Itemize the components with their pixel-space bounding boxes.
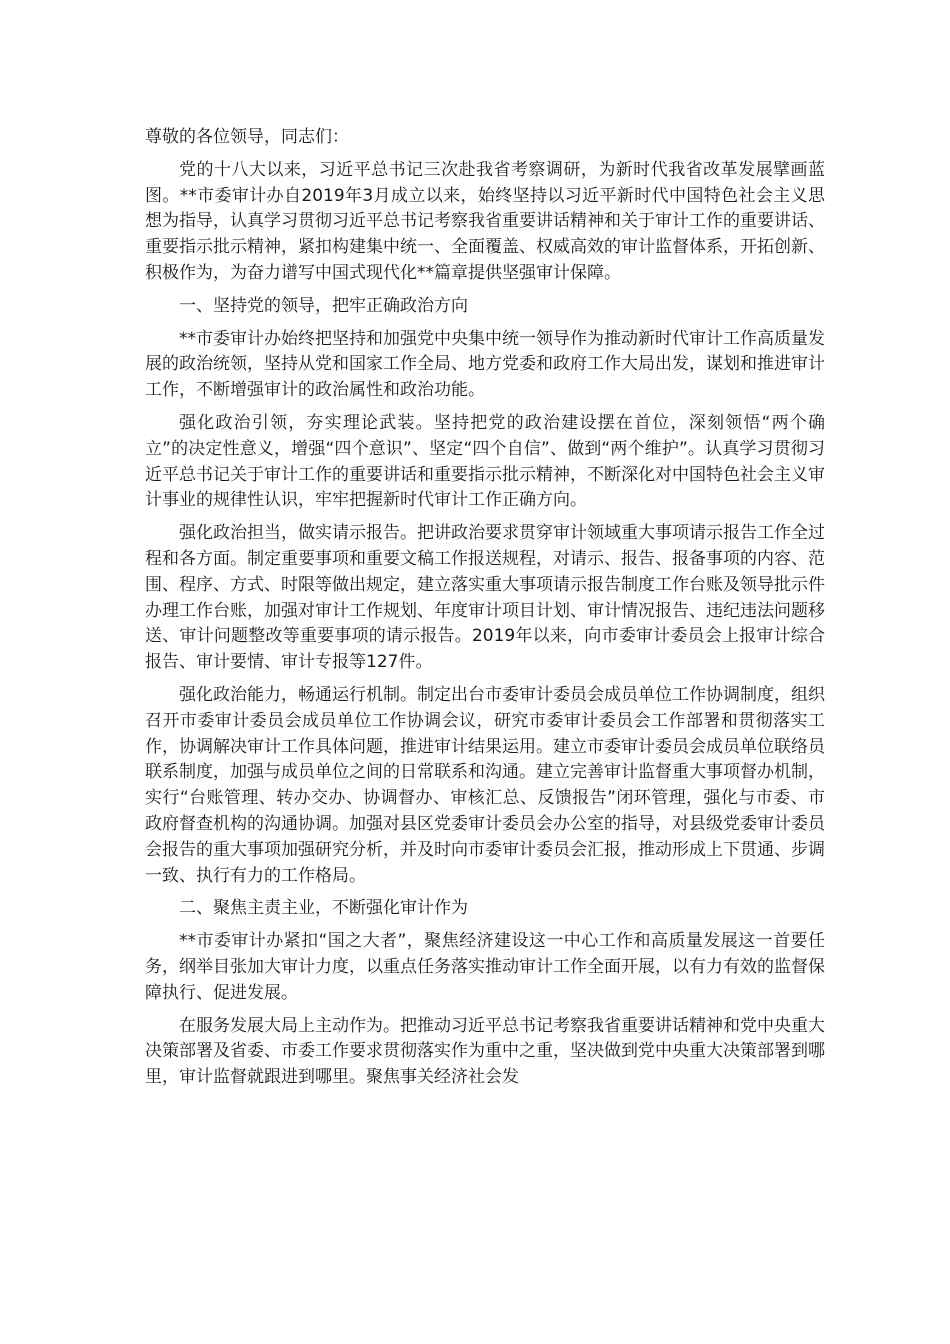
paragraph: 强化政治能力，畅通运行机制。制定出台市委审计委员会成员单位工作协调制度，组织召开市委审计委员会成员单位工作协调会议，研究市委审计委员会工作部署和贯彻落实工作，协调解决审计工作具体问题，推进审计结果运用。建立市委审计委员会成员单位联络员联系制度，加强与成员单位之间的日常联系和沟通。建立完善审计监督重大事项督办机制，实行“台账管理、转办交办、协调督办、审核汇总、反馈报告”闭环管理，强化与市委、市政府督查机构的沟通协调。加强对县区党委审计委员会办公室的指导，对县级党委审计委员会报告的重大事项加强研究分析，并及时向市委审计委员会汇报，推动形成上下贯通、步调一致、执行有力的工作格局。: [145, 684, 825, 886]
paragraph: 强化政治担当，做实请示报告。把讲政治要求贯穿审计领域重大事项请示报告工作全过程和各方面。制定重要事项和重要文稿工作报送规程，对请示、报告、报备事项的内容、范围、程序、方式、时限等做出规定，建立落实重大事项请示报告制度工作台账及领导批示件办理工作台账，加强对审计工作规划、年度审计项目计划、审计情况报告、违纪违法问题移送、审计问题整改等重要事项的请示报告。2019年以来，向市委审计委员会上报审计综合报告、审计要情、审计专报等127件。: [145, 523, 825, 673]
section-heading-2: 二、聚焦主责主业，不断强化审计作为: [179, 898, 468, 919]
section-heading-1: 一、坚持党的领导，把牢正确政治方向: [179, 295, 468, 316]
paragraph: **市委审计办紧扣“国之大者”，聚焦经济建设这一中心工作和高质量发展这一首要任务，纲举目张加大审计力度，以重点任务落实推动审计工作全面开展，以有力有效的监督保障执行、促进发展。: [145, 931, 825, 1003]
paragraph-intro: 党的十八大以来，习近平总书记三次赴我省考察调研，为新时代我省改革发展擘画蓝图。**市委审计办自2019年3月成立以来，始终坚持以习近平新时代中国特色社会主义思想为指导，认真学习贯彻习近平总书记考察我省重要讲话精神和关于审计工作的重要讲话、重要指示批示精神，紧扣构建集中统一、全面覆盖、权威高效的审计监督体系，开拓创新、积极作为，为奋力谱写中国式现代化**篇章提供坚强审计保障。: [145, 159, 825, 283]
paragraph: 在服务发展大局上主动作为。把推动习近平总书记考察我省重要讲话精神和党中央重大决策部署及省委、市委工作要求贯彻落实作为重中之重，坚决做到党中央重大决策部署到哪里，审计监督就跟进到哪里。聚焦事关经济社会发: [145, 1015, 825, 1088]
paragraph: **市委审计办始终把坚持和加强党中央集中统一领导作为推动新时代审计工作高质量发展的政治统领，坚持从党和国家工作全局、地方党委和政府工作大局出发，谋划和推进审计工作，不断增强审计的政治属性和政治功能。: [145, 328, 825, 401]
paragraph: 强化政治引领，夯实理论武装。坚持把党的政治建设摆在首位，深刻领悟“两个确立”的决定性意义，增强“四个意识”、坚定“四个自信”、做到“两个维护”。认真学习贯彻习近平总书记关于审计工作的重要讲话和重要指示批示精神，不断深化对中国特色社会主义审计事业的规律性认识，牢牢把握新时代审计工作正确方向。: [145, 412, 825, 511]
document-body: [145, 125, 825, 1098]
salutation: 尊敬的各位领导，同志们：: [145, 127, 349, 147]
